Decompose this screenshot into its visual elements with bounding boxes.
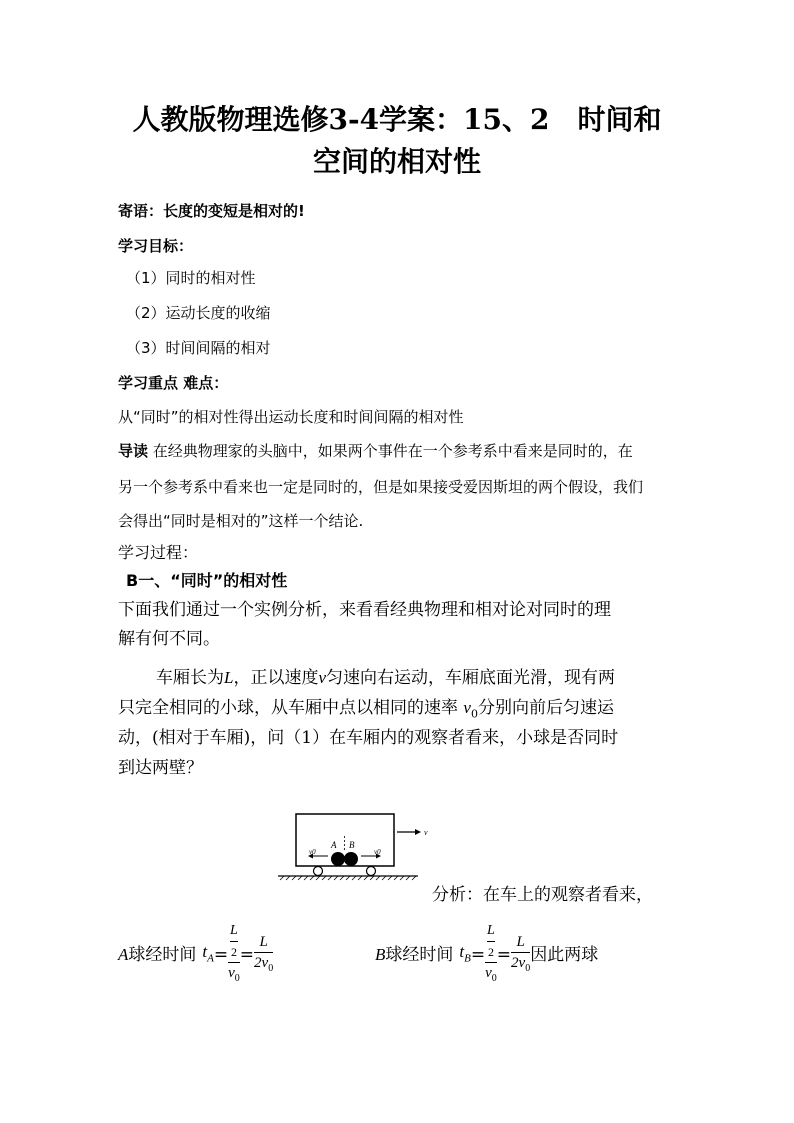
problem-text: 只完全相同的小球，从车厢中点以相同的速率 <box>118 698 458 718</box>
fraction-l-over-2v0 <box>254 933 273 978</box>
frac-den-sub: 0 <box>234 973 240 984</box>
wheel-right <box>367 867 376 876</box>
inner-fraction <box>230 922 238 961</box>
inner-fraction <box>487 922 495 961</box>
intro-line-2: 解有何不同。 <box>118 629 220 649</box>
label-v0-right: v0 <box>374 848 381 856</box>
frac2-den: 2v <box>511 954 526 971</box>
guide-line-3: 会得出“同时是相对的”这样一个结论. <box>118 512 364 530</box>
problem-text: 分别向前后匀速运 <box>477 698 614 718</box>
ball-b <box>344 852 358 866</box>
page-title-line1: 人教版物理选修3-4学案：15、2 时间和 <box>132 103 662 136</box>
problem-text: 车厢长为 <box>156 668 224 688</box>
objective-item-1: （1）同时的相对性 <box>126 269 256 287</box>
analysis-text: 分析：在车上的观察者看来， <box>432 885 653 905</box>
frac-bar <box>511 952 530 953</box>
t-symbol: t <box>202 941 208 961</box>
process-heading: 学习过程： <box>118 543 199 562</box>
label-A: A <box>331 840 337 850</box>
problem-line-4: 到达两壁？ <box>118 758 203 778</box>
ball-a <box>331 852 345 866</box>
guide-line-1 <box>118 441 633 461</box>
equals-sign: = <box>470 945 486 965</box>
ball-a-label: A <box>118 945 129 964</box>
var-v: v <box>318 668 327 687</box>
formula-text: 球经时间 <box>385 945 454 965</box>
frac-den: v <box>228 965 235 981</box>
velocity-arrow-head <box>415 829 421 835</box>
label-v0-left: v0 <box>309 848 316 856</box>
formula-row-b <box>375 922 598 988</box>
motto-label: 寄语： <box>118 202 164 220</box>
frac-num: L <box>230 923 238 938</box>
wheel-left <box>314 867 323 876</box>
frac-den: v <box>485 965 492 981</box>
problem-line-2 <box>118 696 614 726</box>
frac-num-den: 2 <box>487 945 494 959</box>
page-title-line2: 空间的相对性 <box>312 145 481 178</box>
frac-bar <box>228 962 240 963</box>
problem-line-3: 动，(相对于车厢)，问（1）在车厢内的观察者看来，小球是否同时 <box>118 728 619 748</box>
formula-text: 球经时间 <box>128 945 197 965</box>
t-b <box>459 940 470 970</box>
train-car-figure <box>276 808 436 888</box>
frac2-den: 2v <box>254 954 269 971</box>
frac-num: L <box>487 923 495 938</box>
frac-num-den: 2 <box>230 945 237 959</box>
motto-text: 长度的变短是相对的! <box>163 202 305 220</box>
key-points-text: 从“同时”的相对性得出运动长度和时间间隔的相对性 <box>118 408 464 426</box>
guide-text-1: 在经典物理家的头脑中，如果两个事件在一个参考系中看来是同时的，在 <box>148 442 633 460</box>
frac-bar <box>230 941 238 942</box>
frac2-den-sub: 0 <box>268 962 274 974</box>
formula-tail: 因此两球 <box>530 945 599 965</box>
formula-row-a <box>118 922 273 988</box>
label-v: v <box>424 828 428 837</box>
t-a <box>202 940 213 970</box>
t-b-sub: B <box>464 952 471 965</box>
frac-bar <box>487 941 495 942</box>
frac-den-sub: 0 <box>491 973 497 984</box>
guide-line-2: 另一个参考系中看来也一定是同时的，但是如果接受爱因斯坦的两个假设，我们 <box>118 478 644 496</box>
frac-bar <box>254 952 273 953</box>
var-L: L <box>224 668 234 687</box>
ball-b-label: B <box>375 945 386 964</box>
equals-sign: = <box>239 945 255 965</box>
frac2-num: L <box>259 933 268 950</box>
objective-item-2: （2）运动长度的收缩 <box>126 304 271 322</box>
equals-sign: = <box>213 945 229 965</box>
t-symbol: t <box>459 941 465 961</box>
problem-text: 匀速向右运动，车厢底面光滑，现有两 <box>326 668 616 688</box>
frac2-den-sub: 0 <box>525 962 531 974</box>
section-b-heading: B一、“同时”的相对性 <box>126 571 288 590</box>
frac-bar <box>485 962 497 963</box>
var-v0: v <box>463 698 471 717</box>
key-points-heading: 学习重点 难点： <box>118 374 229 392</box>
objectives-heading: 学习目标： <box>118 237 194 255</box>
motto <box>118 201 305 221</box>
problem-text: ，正以速度 <box>233 668 319 688</box>
var-v0-sub: 0 <box>470 707 478 721</box>
guide-label: 导读 <box>118 442 149 460</box>
label-B: B <box>349 840 355 850</box>
equals-sign: = <box>496 945 512 965</box>
objective-item-3: （3）时间间隔的相对 <box>126 339 271 357</box>
t-a-sub: A <box>207 952 214 965</box>
fraction-half-l-over-v0 <box>485 922 497 988</box>
problem-line-1 <box>156 666 615 690</box>
frac2-num: L <box>516 933 525 950</box>
intro-line-1: 下面我们通过一个实例分析，来看看经典物理和相对论对同时的理 <box>118 600 611 620</box>
fraction-l-over-2v0 <box>511 933 530 978</box>
fraction-half-l-over-v0 <box>228 922 240 988</box>
